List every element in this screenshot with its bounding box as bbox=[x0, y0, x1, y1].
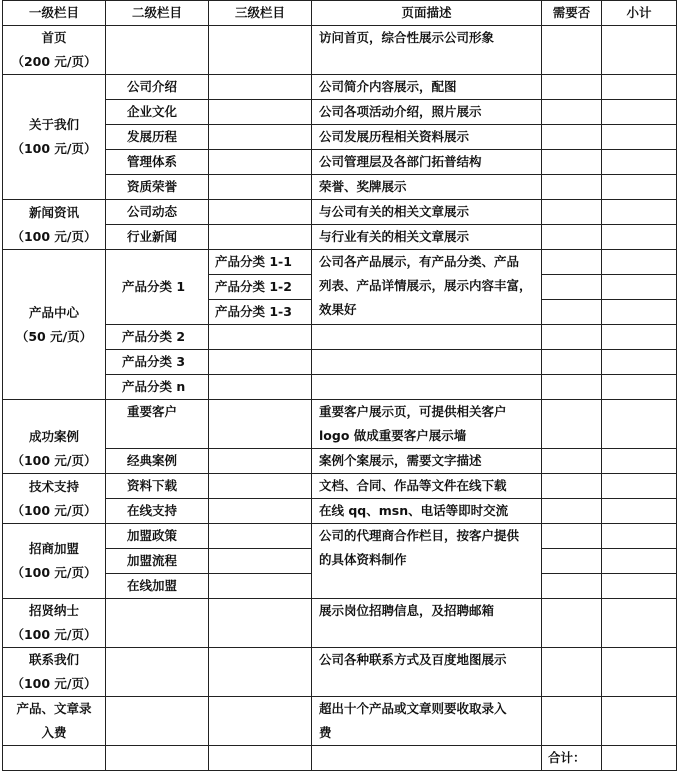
news-sub: 公司动态 bbox=[106, 200, 209, 225]
empty-cell bbox=[209, 697, 312, 746]
empty-cell bbox=[209, 599, 312, 648]
entry-cell bbox=[3, 697, 106, 746]
subtotal-cell bbox=[602, 549, 677, 574]
needed-cell bbox=[542, 325, 602, 350]
news-sub: 行业新闻 bbox=[106, 225, 209, 250]
news-cell bbox=[3, 200, 106, 250]
table-row bbox=[3, 697, 677, 746]
empty-cell bbox=[312, 325, 542, 350]
needed-cell bbox=[542, 574, 602, 599]
entry-desc bbox=[312, 697, 542, 746]
subtotal-cell bbox=[602, 350, 677, 375]
products-cat1-sub: 产品分类 1-2 bbox=[209, 275, 312, 300]
home-name: 首页 bbox=[41, 30, 67, 45]
header-level2: 二级栏目 bbox=[106, 1, 209, 26]
subtotal-cell bbox=[602, 375, 677, 400]
needed-cell bbox=[542, 125, 602, 150]
about-sub: 发展历程 bbox=[106, 125, 209, 150]
table-row bbox=[3, 250, 677, 275]
empty-cell bbox=[106, 599, 209, 648]
franchise-sub: 加盟流程 bbox=[106, 549, 209, 574]
empty-cell bbox=[312, 746, 542, 771]
table-row bbox=[3, 26, 677, 75]
franchise-price: （100 元/页） bbox=[11, 565, 97, 580]
subtotal-cell bbox=[602, 275, 677, 300]
empty-cell bbox=[209, 449, 312, 474]
franchise-sub: 加盟政策 bbox=[106, 524, 209, 549]
needed-cell bbox=[542, 175, 602, 200]
about-desc: 荣誉、奖牌展示 bbox=[312, 175, 542, 200]
products-catn: 产品分类 n bbox=[106, 375, 209, 400]
header-row bbox=[3, 1, 677, 26]
table-row bbox=[3, 474, 677, 499]
products-cell bbox=[3, 250, 106, 400]
contact-desc: 公司各种联系方式及百度地图展示 bbox=[312, 648, 542, 697]
needed-cell bbox=[542, 400, 602, 449]
empty-cell bbox=[209, 125, 312, 150]
about-sub: 公司介绍 bbox=[106, 75, 209, 100]
subtotal-cell bbox=[602, 574, 677, 599]
products-desc-line: 公司各产品展示，有产品分类、产品 bbox=[319, 254, 520, 269]
cases-price: （100 元/页） bbox=[11, 453, 97, 468]
cases-sub: 重要客户 bbox=[106, 400, 209, 449]
subtotal-cell bbox=[602, 648, 677, 697]
total-value-cell bbox=[602, 746, 677, 771]
needed-cell bbox=[542, 648, 602, 697]
products-price: （50 元/页） bbox=[15, 328, 93, 344]
total-row bbox=[3, 746, 677, 771]
home-cell bbox=[3, 26, 106, 75]
subtotal-cell bbox=[602, 150, 677, 175]
products-desc-line: 效果好 bbox=[319, 302, 357, 317]
needed-cell bbox=[542, 100, 602, 125]
needed-cell bbox=[542, 300, 602, 325]
subtotal-cell bbox=[602, 300, 677, 325]
subtotal-cell bbox=[602, 499, 677, 524]
header-subtotal: 小计 bbox=[602, 1, 677, 26]
entry-desc-line: 费 bbox=[319, 725, 332, 740]
subtotal-cell bbox=[602, 474, 677, 499]
empty-cell bbox=[106, 746, 209, 771]
subtotal-cell bbox=[602, 225, 677, 250]
needed-cell bbox=[542, 524, 602, 549]
products-cat1-sub: 产品分类 1-3 bbox=[209, 300, 312, 325]
cases-desc-line: 重要客户展示页，可提供相关客户 bbox=[319, 404, 507, 419]
cases-name: 成功案例 bbox=[28, 429, 79, 444]
products-cat1: 产品分类 1 bbox=[106, 250, 209, 325]
franchise-cell bbox=[3, 524, 106, 599]
empty-cell bbox=[209, 200, 312, 225]
news-desc: 与公司有关的相关文章展示 bbox=[312, 200, 542, 225]
empty-cell bbox=[209, 100, 312, 125]
about-desc: 公司简介内容展示，配图 bbox=[312, 75, 542, 100]
table-row bbox=[3, 648, 677, 697]
needed-cell bbox=[542, 549, 602, 574]
about-sub: 管理体系 bbox=[106, 150, 209, 175]
news-name: 新闻资讯 bbox=[28, 204, 79, 220]
empty-cell bbox=[209, 150, 312, 175]
table-row bbox=[3, 75, 677, 100]
home-price: （200 元/页） bbox=[11, 54, 97, 69]
total-label: 合计： bbox=[542, 746, 602, 771]
entry-name-line: 入费 bbox=[41, 725, 67, 740]
franchise-name: 招商加盟 bbox=[28, 541, 79, 556]
cases-sub: 经典案例 bbox=[106, 449, 209, 474]
support-desc: 文档、合同、作品等文件在线下载 bbox=[312, 474, 542, 499]
empty-cell bbox=[312, 350, 542, 375]
empty-cell bbox=[312, 375, 542, 400]
empty-cell bbox=[209, 175, 312, 200]
table-row bbox=[3, 400, 677, 449]
subtotal-cell bbox=[602, 400, 677, 449]
products-name: 产品中心 bbox=[28, 304, 79, 320]
contact-name: 联系我们 bbox=[28, 652, 79, 667]
products-desc bbox=[312, 250, 542, 325]
about-sub: 企业文化 bbox=[106, 100, 209, 125]
needed-cell bbox=[542, 225, 602, 250]
franchise-desc bbox=[312, 524, 542, 599]
empty-cell bbox=[3, 746, 106, 771]
empty-cell bbox=[209, 746, 312, 771]
subtotal-cell bbox=[602, 175, 677, 200]
products-cat2: 产品分类 2 bbox=[106, 325, 209, 350]
empty-cell bbox=[209, 375, 312, 400]
support-desc: 在线 qq、msn、电话等即时交流 bbox=[312, 499, 542, 524]
needed-cell bbox=[542, 250, 602, 275]
support-price: （100 元/页） bbox=[11, 502, 97, 518]
empty-cell bbox=[209, 400, 312, 449]
subtotal-cell bbox=[602, 100, 677, 125]
needed-cell bbox=[542, 697, 602, 746]
pricing-table bbox=[2, 0, 677, 771]
news-price: （100 元/页） bbox=[11, 228, 97, 244]
cases-cell bbox=[3, 400, 106, 474]
products-desc-line: 列表、产品详情展示，展示内容丰富， bbox=[319, 278, 532, 293]
contact-price: （100 元/页） bbox=[11, 676, 97, 691]
home-needed-cell bbox=[542, 26, 602, 75]
products-cat3: 产品分类 3 bbox=[106, 350, 209, 375]
header-needed: 需要否 bbox=[542, 1, 602, 26]
support-sub: 在线支持 bbox=[106, 499, 209, 524]
home-level2-cell bbox=[106, 26, 209, 75]
entry-desc-line: 超出十个产品或文章则要收取录入 bbox=[319, 701, 507, 716]
subtotal-cell bbox=[602, 250, 677, 275]
jobs-desc: 展示岗位招聘信息，及招聘邮箱 bbox=[312, 599, 542, 648]
about-sub: 资质荣誉 bbox=[106, 175, 209, 200]
news-desc: 与行业有关的相关文章展示 bbox=[312, 225, 542, 250]
subtotal-cell bbox=[602, 524, 677, 549]
franchise-sub: 在线加盟 bbox=[106, 574, 209, 599]
needed-cell bbox=[542, 449, 602, 474]
jobs-cell bbox=[3, 599, 106, 648]
support-name: 技术支持 bbox=[28, 478, 79, 494]
about-desc: 公司各项活动介绍，照片展示 bbox=[312, 100, 542, 125]
needed-cell bbox=[542, 599, 602, 648]
about-desc: 公司发展历程相关资料展示 bbox=[312, 125, 542, 150]
subtotal-cell bbox=[602, 697, 677, 746]
franchise-desc-line: 公司的代理商合作栏目，按客户提供 bbox=[319, 528, 520, 543]
home-desc: 访问首页，综合性展示公司形象 bbox=[312, 26, 542, 75]
support-cell bbox=[3, 474, 106, 524]
needed-cell bbox=[542, 200, 602, 225]
subtotal-cell bbox=[602, 449, 677, 474]
needed-cell bbox=[542, 375, 602, 400]
empty-cell bbox=[209, 75, 312, 100]
table-row bbox=[3, 599, 677, 648]
jobs-price: （100 元/页） bbox=[11, 627, 97, 642]
contact-cell bbox=[3, 648, 106, 697]
about-price: （100 元/页） bbox=[11, 141, 97, 156]
subtotal-cell bbox=[602, 200, 677, 225]
empty-cell bbox=[209, 325, 312, 350]
empty-cell bbox=[209, 574, 312, 599]
home-level3-cell bbox=[209, 26, 312, 75]
support-sub: 资料下载 bbox=[106, 474, 209, 499]
products-cat1-sub: 产品分类 1-1 bbox=[209, 250, 312, 275]
about-name: 关于我们 bbox=[28, 117, 79, 132]
needed-cell bbox=[542, 474, 602, 499]
empty-cell bbox=[209, 524, 312, 549]
subtotal-cell bbox=[602, 125, 677, 150]
empty-cell bbox=[209, 350, 312, 375]
entry-name-line: 产品、文章录 bbox=[16, 701, 92, 716]
header-level3: 三级栏目 bbox=[209, 1, 312, 26]
empty-cell bbox=[209, 474, 312, 499]
empty-cell bbox=[209, 648, 312, 697]
subtotal-cell bbox=[602, 325, 677, 350]
subtotal-cell bbox=[602, 599, 677, 648]
subtotal-cell bbox=[602, 75, 677, 100]
franchise-desc-line: 的具体资料制作 bbox=[319, 552, 407, 567]
empty-cell bbox=[209, 225, 312, 250]
empty-cell bbox=[209, 499, 312, 524]
needed-cell bbox=[542, 150, 602, 175]
needed-cell bbox=[542, 275, 602, 300]
needed-cell bbox=[542, 350, 602, 375]
empty-cell bbox=[106, 648, 209, 697]
header-description: 页面描述 bbox=[312, 1, 542, 26]
cases-desc-line: logo 做成重要客户展示墙 bbox=[319, 428, 467, 443]
needed-cell bbox=[542, 499, 602, 524]
table-row bbox=[3, 524, 677, 549]
empty-cell bbox=[106, 697, 209, 746]
empty-cell bbox=[209, 549, 312, 574]
about-cell bbox=[3, 75, 106, 200]
cases-desc bbox=[312, 400, 542, 449]
home-subtotal-cell bbox=[602, 26, 677, 75]
needed-cell bbox=[542, 75, 602, 100]
jobs-name: 招贤纳士 bbox=[28, 603, 79, 618]
about-desc: 公司管理层及各部门拓普结构 bbox=[312, 150, 542, 175]
header-level1: 一级栏目 bbox=[3, 1, 106, 26]
cases-desc: 案例个案展示，需要文字描述 bbox=[312, 449, 542, 474]
table-row bbox=[3, 200, 677, 225]
